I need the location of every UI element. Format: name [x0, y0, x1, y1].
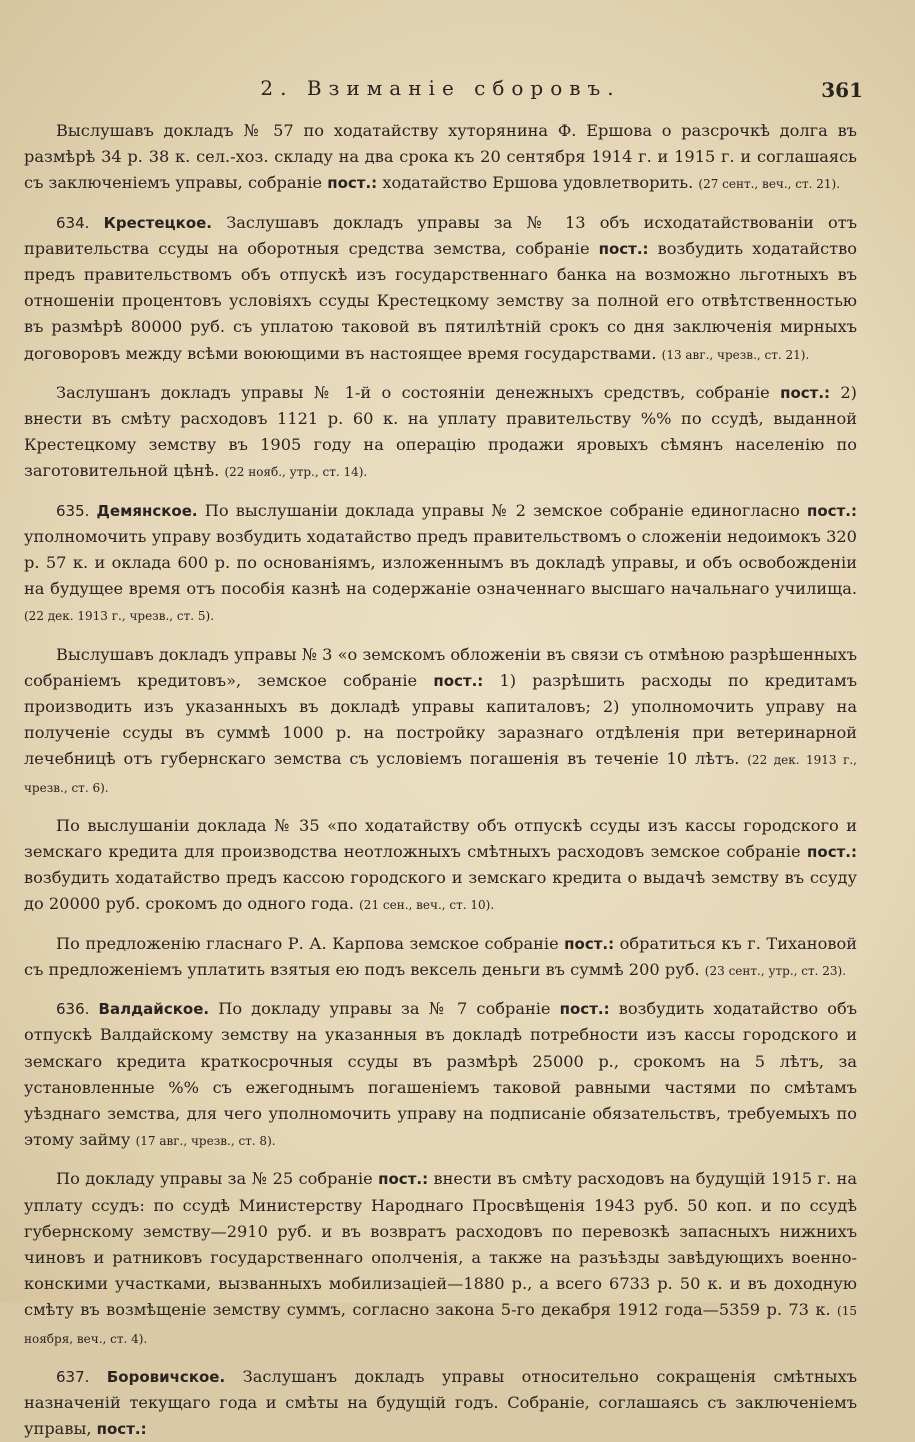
paragraph-text: 1) разрѣшить расходы по кредитамъ производить изъ указанныхъ въ докладѣ управы капиталовъ; 2) уполномочить управу на полученіе ссуды въ суммѣ 1000 р. на постройку заразнаго отдѣленія при ветеринарной лечебницѣ отъ губернскаго земства съ условіемъ погашенія въ теченіе 10 лѣтъ.: [24, 670, 858, 769]
resolution-keyword: пост.:: [378, 1170, 429, 1189]
district-name: Крестецкое.: [103, 213, 212, 232]
paragraph-text: обратиться къ г. Тихановой съ предложеніемъ уплатить взятыя ею подъ вексель деньги въ суммѣ 200 руб.: [24, 933, 857, 979]
session-reference: (22 дек. 1913 г., чрезв., ст. 6).: [24, 753, 857, 795]
paragraph: [24, 996, 857, 1154]
resolution-keyword: пост.:: [780, 383, 831, 402]
paragraph-text: Заслушанъ докладъ управы относительно сокращенія смѣтныхъ назначеній текущаго года и смѣты на будущій годъ. Собраніе, соглашаясь съ заключеніемъ управы,: [24, 1366, 857, 1439]
paragraph: [24, 118, 857, 198]
session-reference: (27 сент., веч., ст. 21).: [698, 177, 841, 192]
entry-number: 634.: [56, 213, 90, 232]
page-header: [24, 68, 863, 108]
resolution-keyword: пост.:: [433, 671, 484, 690]
session-reference: (17 авг., чрезв., ст. 8).: [135, 1134, 276, 1149]
paragraph: [24, 642, 857, 801]
session-reference: (21 сен., веч., ст. 10).: [359, 898, 495, 913]
paragraph-text: ходатайство Ершова удовлетворить.: [382, 173, 694, 193]
page-number: 361: [821, 78, 863, 102]
resolution-keyword: пост.:: [327, 174, 378, 193]
paragraph: [24, 931, 857, 984]
resolution-keyword: пост.:: [598, 239, 649, 258]
session-reference: (23 сент., утр., ст. 23).: [704, 963, 847, 978]
paragraph: [24, 813, 857, 919]
paragraph-text: возбудить ходатайство предъ правительствомъ объ отпускѣ изъ государственнаго банка на возможно льготныхъ въ отношеніи процентовъ условіяхъ ссуды Крестецкому земству за полной его отвѣтственностью въ размѣрѣ 80000 руб. съ уплатою таковой въ пятилѣтній срокъ со дня заключенія мирныхъ договоровъ между всѣми воюющими въ настоящее время государствами.: [24, 238, 857, 363]
paragraph-text: Выслушавъ докладъ № 57 по ходатайству хуторянина Ф. Ершова о разсрочкѣ долга въ размѣрѣ 34 р. 38 к. сел.-хоз. складу на два срока къ 20 сентября 1914 г. и 1915 г. и соглашаясь съ заключеніемъ управы, собраніе: [24, 121, 857, 193]
session-reference: (22 нояб., утр., ст. 14).: [224, 465, 368, 480]
page-content: [24, 118, 857, 1442]
paragraph: [24, 1166, 857, 1351]
district-name: Демянское.: [96, 501, 198, 520]
paragraph-text: возбудить ходатайство предъ кассою городского и земскаго кредита о выдачѣ земству въ ссуду до 20000 руб. срокомъ до одного года.: [24, 868, 857, 914]
paragraph-text: По докладу управы за № 7 собраніе: [218, 999, 551, 1019]
entry-number: 635.: [56, 501, 90, 520]
paragraph-text: По выслушаніи доклада № 35 «по ходатайству объ отпускѣ ссуды изъ кассы городского и земскаго кредита для производства неотложныхъ смѣтныхъ расходовъ земское собраніе: [24, 815, 857, 862]
paragraph-text: Выслушавъ докладъ управы № 3 «о земскомъ обложеніи въ связи съ отмѣною разрѣшенныхъ собраніемъ кредитовъ», земское собраніе: [24, 644, 857, 690]
paragraph-text: По докладу управы за № 25 собраніе: [56, 1169, 373, 1189]
paragraph: [24, 380, 857, 486]
entry-number: 636.: [56, 1000, 90, 1019]
session-reference: (15 ноября, веч., ст. 4).: [24, 1304, 857, 1346]
running-title: 2. Взиманіе сборовъ.: [260, 76, 621, 100]
paragraph-text: уполномочить управу возбудить ходатайство предъ правительствомъ о сложеніи недоимокъ 320 р. 57 к. и оклада 600 р. по основаніямъ, изложеннымъ въ докладѣ управы, и объ освобожденіи на будущее время отъ пособія казнѣ на содержаніе означеннаго высшаго начальнаго училища.: [24, 526, 857, 599]
paragraph: [24, 1364, 857, 1442]
resolution-keyword: пост.:: [807, 843, 857, 862]
resolution-keyword: пост.:: [564, 934, 615, 953]
entry-number: 637.: [56, 1367, 90, 1386]
district-name: Валдайское.: [98, 1000, 210, 1019]
paragraph: [24, 498, 857, 630]
session-reference: (13 авг., чрезв., ст. 21).: [661, 347, 810, 362]
paragraph: [24, 210, 857, 368]
paragraph-text: Заслушанъ докладъ управы № 1-й о состояніи денежныхъ средствъ, собраніе: [56, 382, 770, 402]
paragraph-text: Заслушавъ докладъ управы за № 13 объ исходатайствованіи отъ правительства ссуды на оборотныя средства земства, собраніе: [24, 212, 857, 258]
resolution-keyword: пост.:: [96, 1420, 147, 1439]
resolution-keyword: пост.:: [807, 501, 857, 520]
paragraph-text: По предложенію гласнаго Р. А. Карпова земское собраніе: [56, 933, 559, 953]
paragraph-text: По выслушаніи доклада управы № 2 земское собраніе единогласно: [204, 500, 800, 520]
paragraph-text: возбудить ходатайство объ отпускѣ Валдайскому земству на указанныя въ докладѣ потребности изъ кассы городского и земскаго кредита краткосрочныя ссуды въ размѣрѣ 25000 р., срокомъ на 5 лѣтъ, за установленные %% съ ежегоднымъ погашеніемъ таковой равными частями по смѣтамъ уѣзднаго земства, для чего уполномочить управу на подписаніе обязательствъ, требуемыхъ по этому займу: [24, 999, 857, 1150]
district-name: Боровичское.: [106, 1367, 226, 1386]
paragraph-text: внести въ смѣту расходовъ на будущій 1915 г. на уплату ссудъ: по ссудѣ Министерству Народнаго Просвѣщенія 1943 руб. 50 коп. и по ссудѣ губернскому земству—2910 руб. и въ возвратъ расходовъ по перевозкѣ запасныхъ нижнихъ чиновъ и ратниковъ государственнаго ополченія, а также на разъѣзды завѣдующихъ военно-конскими участками, вызванныхъ мобилизаціей—1880 р., а всего 6733 р. 50 к. и въ доходную смѣту въ возмѣщеніе земству суммъ, согласно закона 5-го декабря 1912 года—5359 р. 73 к.: [24, 1169, 857, 1320]
resolution-keyword: пост.:: [559, 1000, 610, 1019]
session-reference: (22 дек. 1913 г., чрезв., ст. 5).: [24, 609, 215, 624]
paragraph-text: 2) внести въ смѣту расходовъ 1121 р. 60 к. на уплату правительству %% по ссудѣ, выданной Крестецкому земству въ 1905 году на операцію продажи яровыхъ сѣмянъ населенію по заготовительной цѣнѣ.: [24, 382, 857, 481]
